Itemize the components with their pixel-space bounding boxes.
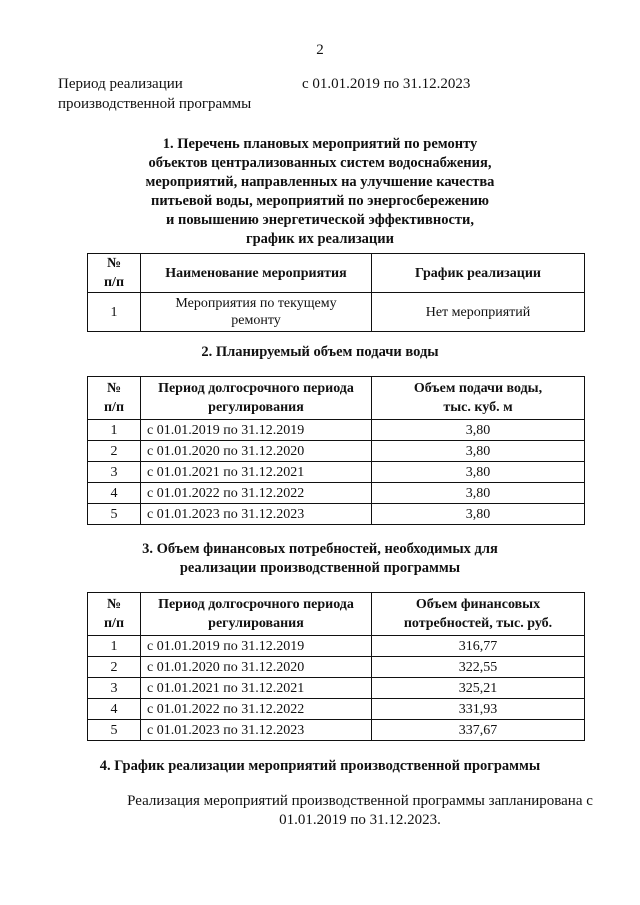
section1-title-line: питьевой воды, мероприятий по энергосбережению [150, 193, 490, 209]
header-period-line1: Период долгосрочного периода [158, 381, 354, 396]
period-label-line1: Период реализации [58, 76, 183, 92]
water-supply-table [87, 376, 585, 525]
table-row [88, 678, 585, 699]
cell-num: 5 [88, 504, 141, 525]
table-row [88, 720, 585, 741]
header-num-line1: № [106, 256, 122, 271]
header-num-line1: № [106, 597, 122, 612]
header-num [88, 593, 141, 636]
section3-title-line2: реализации производственной программы [179, 560, 461, 576]
cell-period: с 01.01.2020 по 31.12.2020 [141, 441, 372, 462]
cell-num: 4 [88, 699, 141, 720]
cell-period: с 01.01.2020 по 31.12.2020 [141, 657, 372, 678]
financial-needs-table [87, 592, 585, 741]
cell-financial: 322,55 [372, 657, 585, 678]
cell-num: 2 [88, 657, 141, 678]
cell-event-name-line2: ремонту [231, 313, 281, 328]
section4-text-line2: 01.01.2019 по 31.12.2023. [279, 812, 441, 828]
cell-period: с 01.01.2021 по 31.12.2021 [141, 462, 372, 483]
section3-title [0, 540, 640, 578]
section1-title-line: график их реализации [245, 231, 394, 247]
cell-volume: 3,80 [372, 504, 585, 525]
header-volume [372, 377, 585, 420]
header-period [141, 593, 372, 636]
header-num [88, 377, 141, 420]
header-num [88, 254, 141, 293]
section1-title-line: 1. Перечень плановых мероприятий по ремонту [162, 136, 478, 152]
header-num-line2: п/п [103, 275, 125, 290]
cell-event-name [141, 293, 372, 332]
cell-volume: 3,80 [372, 420, 585, 441]
section3-title-line1: 3. Объем финансовых потребностей, необходимых для [142, 541, 498, 557]
table-row [88, 293, 585, 332]
cell-num: 5 [88, 720, 141, 741]
cell-num: 2 [88, 441, 141, 462]
header-num-line2: п/п [103, 400, 125, 415]
cell-financial: 331,93 [372, 699, 585, 720]
header-event-name: Наименование мероприятия [141, 254, 372, 293]
cell-financial: 337,67 [372, 720, 585, 741]
period-label-line2: производственной программы [58, 96, 252, 112]
section4-text [100, 792, 620, 830]
cell-period: с 01.01.2019 по 31.12.2019 [141, 636, 372, 657]
cell-financial: 325,21 [372, 678, 585, 699]
header-num-line1: № [106, 381, 122, 396]
cell-num: 3 [88, 678, 141, 699]
cell-num: 1 [88, 636, 141, 657]
table-row [88, 636, 585, 657]
header-period-line2: регулирования [208, 400, 304, 415]
cell-volume: 3,80 [372, 441, 585, 462]
table-row [88, 483, 585, 504]
section1-title-line: и повышению энергетической эффективности, [166, 212, 474, 228]
table-row [88, 504, 585, 525]
table-row [88, 441, 585, 462]
table-header-row [88, 377, 585, 420]
cell-period: с 01.01.2021 по 31.12.2021 [141, 678, 372, 699]
header-volume-line2: тыс. куб. м [443, 400, 513, 415]
header-financial-line2: потребностей, тыс. руб. [403, 616, 553, 631]
cell-volume: 3,80 [372, 483, 585, 504]
cell-num: 4 [88, 483, 141, 504]
header-financial [372, 593, 585, 636]
cell-period: с 01.01.2022 по 31.12.2022 [141, 699, 372, 720]
header-period-line1: Период долгосрочного периода [158, 597, 354, 612]
cell-volume: 3,80 [372, 462, 585, 483]
cell-financial: 316,77 [372, 636, 585, 657]
cell-event-name-line1: Мероприятия по текущему [175, 296, 337, 311]
section4-text-line1: Реализация мероприятий производственной программы запланирована с [127, 793, 593, 809]
cell-num: 1 [88, 293, 141, 332]
cell-num: 3 [88, 462, 141, 483]
section1-title [0, 135, 640, 249]
table-header-row [88, 254, 585, 293]
page-number: 2 [316, 42, 324, 58]
section4-title: 4. График реализации мероприятий производственной программы [99, 758, 541, 774]
table-row [88, 462, 585, 483]
cell-period: с 01.01.2019 по 31.12.2019 [141, 420, 372, 441]
table-header-row [88, 593, 585, 636]
period-label [58, 74, 288, 114]
cell-num: 1 [88, 420, 141, 441]
section2-title: 2. Планируемый объем подачи воды [201, 344, 439, 360]
header-period-line2: регулирования [208, 616, 304, 631]
cell-period: с 01.01.2023 по 31.12.2023 [141, 720, 372, 741]
table-row [88, 699, 585, 720]
header-financial-line1: Объем финансовых [415, 597, 541, 612]
events-table [87, 253, 585, 332]
table-row [88, 657, 585, 678]
section1-title-line: объектов централизованных систем водоснабжения, [148, 155, 492, 171]
cell-schedule: Нет мероприятий [372, 293, 585, 332]
period-value: с 01.01.2019 по 31.12.2023 [302, 76, 471, 92]
cell-period: с 01.01.2022 по 31.12.2022 [141, 483, 372, 504]
header-num-line2: п/п [103, 616, 125, 631]
table-row [88, 420, 585, 441]
header-volume-line1: Объем подачи воды, [413, 381, 543, 396]
section1-title-line: мероприятий, направленных на улучшение качества [145, 174, 495, 190]
cell-period: с 01.01.2023 по 31.12.2023 [141, 504, 372, 525]
header-schedule: График реализации [372, 254, 585, 293]
header-period [141, 377, 372, 420]
